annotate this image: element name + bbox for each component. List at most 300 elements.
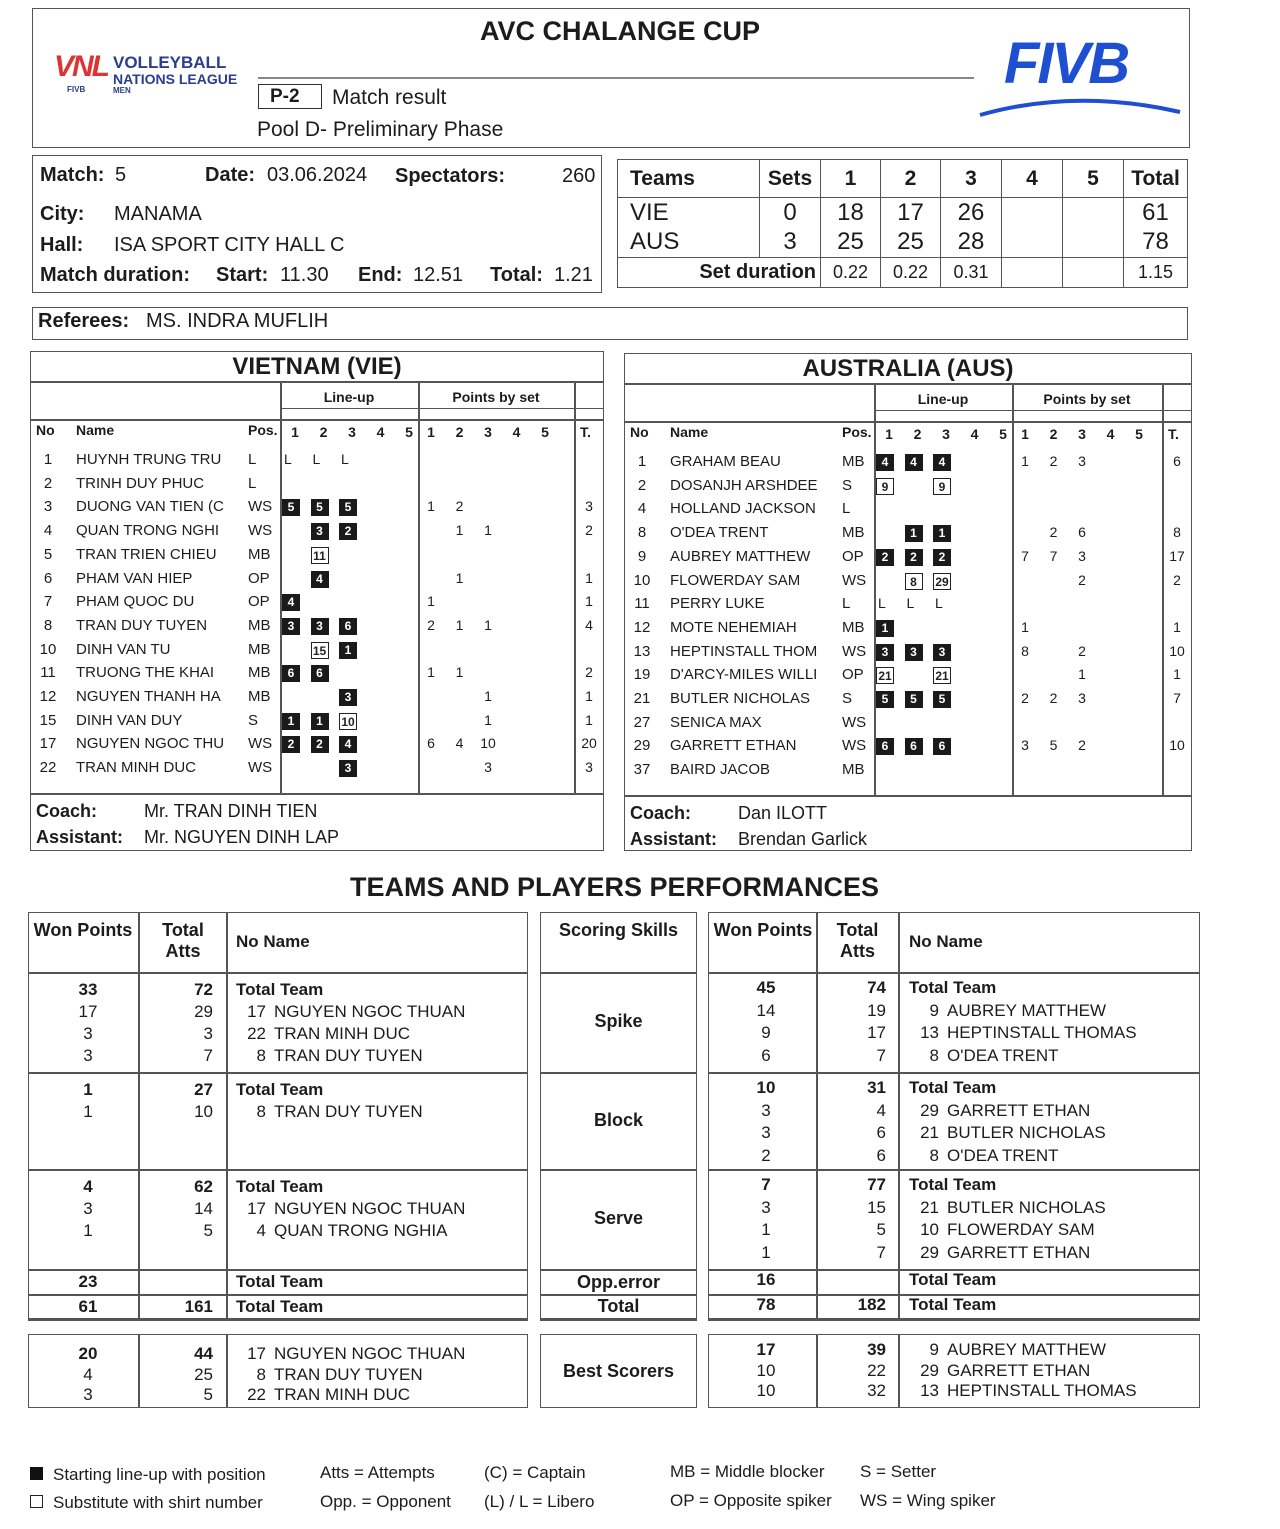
player-position: MB [842, 524, 865, 542]
perf-rule [540, 1269, 697, 1271]
legend-captain: (C) = Captain [484, 1463, 586, 1482]
set-duration-cell: 0.22 [881, 258, 941, 288]
won-points: 3 [83, 1199, 93, 1218]
player-full-name: BUTLER NICHOLAS [947, 1197, 1106, 1217]
best-vline [898, 1334, 900, 1408]
document-code: P-2 [270, 86, 300, 107]
substitute-shirt: 11 [311, 547, 329, 564]
won-points: 1 [761, 1242, 771, 1262]
city-value: MANAMA [114, 203, 202, 225]
player-position: S [842, 690, 853, 707]
best-scorers-label: Best Scorers [562, 1361, 675, 1381]
perf-rule [28, 1269, 528, 1271]
col-points-set: 5 [541, 424, 549, 440]
player-name: FLOWERDAY SAM [670, 571, 801, 589]
set-points: 1 [427, 664, 435, 681]
player-shirt-number: 13 [920, 1023, 939, 1042]
set-points: 1 [484, 522, 492, 539]
player-full-name: AUBREY MATTHEW [947, 1340, 1106, 1359]
player-shirt-number: 8 [929, 1145, 939, 1165]
starting-position: 4 [282, 594, 300, 611]
total-aus-name: Total Team [909, 1295, 997, 1314]
player-name: DUONG VAN TIEN (C [76, 498, 224, 516]
starting-position: 3 [339, 760, 357, 777]
assistant-label: Assistant: [36, 827, 124, 847]
set-points: 2 [1078, 642, 1086, 659]
perf-rule [28, 972, 528, 974]
score-header-set2: 2 [881, 160, 941, 198]
player-total-points: 3 [585, 498, 593, 515]
player-name: BUTLER NICHOLAS [670, 690, 811, 707]
player-number: 4 [637, 500, 647, 518]
won-points: 4 [83, 1364, 93, 1384]
player-number: 17 [39, 735, 57, 753]
player-name: PERRY LUKE [670, 595, 765, 613]
starting-position: 3 [339, 689, 357, 706]
document-title: AVC CHALANGE CUP [480, 16, 761, 46]
score-cell: 25 [821, 228, 881, 258]
set-points: 10 [480, 735, 496, 752]
opp-error-vie-won: 23 [78, 1272, 98, 1291]
won-points: 10 [756, 1360, 776, 1380]
won-points: 3 [761, 1123, 771, 1142]
score-cell [1002, 198, 1063, 228]
player-name: NGUYEN THANH HA [76, 688, 221, 705]
player-number: 4 [43, 522, 53, 540]
won-points: 3 [83, 1046, 93, 1065]
total-atts: 14 [194, 1199, 213, 1218]
total-atts: 7 [876, 1045, 886, 1065]
roster-rule [30, 419, 604, 421]
player-position: WS [842, 571, 867, 589]
col-points-set: 5 [1135, 426, 1143, 442]
player-position: WS [248, 759, 273, 777]
player-full-name: NGUYEN NGOC THUAN [274, 1344, 466, 1363]
col-points-set: 2 [455, 424, 464, 440]
score-header-set4: 4 [1002, 160, 1063, 198]
spectators-label: Spectators: [395, 165, 506, 187]
legend-substitute: Substitute with shirt number [53, 1493, 263, 1512]
player-position: WS [842, 737, 867, 755]
player-position: MB [248, 688, 271, 705]
phase: Pool D- Preliminary Phase [257, 118, 504, 141]
player-name: PHAM VAN HIEP [76, 569, 193, 587]
player-name: QUAN TRONG NGHI [76, 522, 220, 540]
set-points: 1 [484, 688, 492, 704]
roster-vline [418, 381, 420, 793]
player-shirt-number: 9 [929, 1340, 939, 1359]
player-full-name: TRAN MINH DUC [274, 1024, 410, 1043]
substitute-shirt: 15 [311, 642, 329, 659]
player-full-name: O'DEA TRENT [947, 1145, 1059, 1165]
starting-position: 3 [876, 644, 894, 661]
set-points: 6 [427, 735, 435, 752]
match-value: 5 [115, 164, 127, 186]
set-points: 7 [1049, 547, 1058, 564]
col-points-set: 3 [1078, 426, 1086, 442]
total-vie-atts: 161 [184, 1297, 213, 1316]
total-atts: 3 [203, 1024, 213, 1043]
city-label: City: [40, 203, 85, 225]
substitute-shirt: 9 [933, 478, 951, 495]
player-number: 10 [39, 640, 57, 658]
player-number: 3 [43, 498, 53, 516]
player-position: WS [842, 642, 867, 660]
score-header-set3: 3 [941, 160, 1002, 198]
score-team-aus: AUS [618, 228, 760, 258]
set-points: 1 [455, 569, 464, 586]
player-name: TRAN DUY TUYEN [76, 616, 208, 634]
total-value: 1.21 [554, 264, 593, 286]
player-number: 9 [637, 547, 647, 565]
assistant-name: Brendan Garlick [738, 829, 868, 849]
set-points: 1 [455, 664, 464, 681]
player-full-name: HEPTINSTALL THOMAS [947, 1023, 1137, 1042]
total-atts: 29 [194, 1002, 213, 1021]
set-duration-row [618, 258, 1188, 288]
set-points: 2 [1078, 571, 1086, 588]
set-duration-total: 1.15 [1124, 258, 1188, 288]
total-atts: 17 [867, 1023, 886, 1042]
coach-label: Coach: [630, 803, 692, 823]
player-full-name: GARRETT ETHAN [947, 1100, 1091, 1120]
set-points: 3 [1078, 547, 1086, 564]
starting-position: 1 [933, 525, 951, 542]
set-points: 1 [427, 593, 435, 610]
col-points-set: 3 [484, 424, 492, 440]
starting-position: 5 [876, 691, 894, 708]
won-points: 1 [83, 1102, 93, 1121]
set-points: 3 [484, 759, 492, 776]
substitute-shirt: 10 [339, 713, 357, 730]
starting-position: 1 [905, 525, 923, 542]
starting-position: 2 [876, 549, 894, 566]
set-duration-cell: 0.22 [821, 258, 881, 288]
player-position: WS [248, 735, 273, 753]
referees-value: MS. INDRA MUFLIH [146, 310, 329, 332]
set-points: 5 [1049, 737, 1058, 754]
set-points: 1 [484, 711, 492, 728]
player-number: 1 [43, 451, 53, 468]
starting-position: 3 [933, 644, 951, 661]
set-points: 7 [1021, 547, 1029, 564]
set-points: 1 [427, 498, 435, 515]
points-header: Points by set [452, 389, 540, 405]
perf-rule [540, 972, 697, 974]
lineup-libero: L [284, 451, 292, 467]
starting-position: 3 [311, 523, 329, 540]
score-row-vie [618, 198, 1188, 228]
player-total-points: 10 [1169, 737, 1185, 754]
player-position: L [248, 451, 257, 468]
team-total-name: Total Team [909, 1078, 997, 1097]
score-cell: 0 [760, 198, 821, 228]
skill-spike: Spike [594, 1011, 643, 1031]
roster-title-aus: AUSTRALIA (AUS) [802, 355, 1014, 382]
duration-label: Match duration: [40, 264, 190, 286]
col-lineup-set: 4 [376, 424, 385, 440]
assistant-label: Assistant: [630, 829, 718, 849]
team-total-name: Total Team [236, 1177, 324, 1196]
score-header-total: Total [1124, 160, 1188, 198]
col-points-set: 1 [1021, 426, 1029, 442]
best-vline [226, 1334, 228, 1408]
total-atts: 31 [867, 1078, 886, 1097]
player-position: OP [842, 547, 864, 565]
performance-title: TEAMS AND PLAYERS PERFORMANCES [350, 872, 880, 902]
player-name: AUBREY MATTHEW [670, 547, 811, 565]
legend-mb: MB = Middle blocker [670, 1462, 825, 1481]
player-number: 8 [43, 616, 53, 634]
opp-error-aus-won: 16 [756, 1270, 776, 1289]
won-points: 14 [756, 1000, 776, 1020]
starting-position: 5 [933, 691, 951, 708]
col-points-set: 4 [512, 424, 521, 440]
assistant-name: Mr. NGUYEN DINH LAP [144, 827, 340, 847]
player-name: BAIRD JACOB [670, 761, 771, 779]
player-number: 1 [637, 453, 647, 470]
total-label: Total [597, 1296, 640, 1316]
opp-error-aus-name: Total Team [909, 1270, 997, 1289]
set-points: 1 [455, 616, 464, 633]
starting-position: 4 [933, 454, 951, 471]
perf-rule [28, 1319, 528, 1321]
roster-vline [574, 381, 576, 793]
player-full-name: FLOWERDAY SAM [947, 1220, 1095, 1239]
perf-rule [708, 1072, 1200, 1074]
total-vie-name: Total Team [236, 1297, 324, 1316]
skill-serve: Serve [593, 1208, 644, 1228]
starting-position: 4 [876, 454, 894, 471]
substitute-shirt: 8 [905, 573, 923, 590]
player-name: SENICA MAX [670, 713, 762, 731]
perf-rule [540, 1072, 697, 1074]
set-points: 2 [1049, 524, 1058, 541]
won-points: 3 [761, 1100, 771, 1120]
col-pos: Pos. [842, 424, 872, 440]
player-position: WS [248, 498, 273, 516]
player-shirt-number: 9 [929, 1000, 939, 1020]
player-number: 7 [43, 593, 53, 611]
player-name: DOSANJH ARSHDEE [670, 476, 818, 494]
player-number: 13 [633, 642, 651, 660]
starting-position: 2 [311, 736, 329, 753]
set-points: 2 [1049, 453, 1058, 469]
score-cell: 61 [1124, 198, 1188, 228]
player-total-points: 1 [1173, 618, 1181, 635]
total-atts: 19 [867, 1000, 886, 1020]
col-no-name-aus: No Name [909, 932, 983, 951]
col-total-atts-aus: Total Atts [836, 920, 879, 961]
roster-rule [280, 408, 604, 409]
player-total-points: 2 [585, 664, 593, 681]
total-label: Total: [490, 264, 543, 286]
perf-rule [540, 1319, 697, 1321]
fivb-swoosh-icon [975, 90, 1185, 120]
lineup-libero: L [878, 595, 886, 612]
player-number: 22 [39, 759, 57, 777]
spectators-value: 260 [562, 165, 596, 187]
player-position: MB [842, 453, 865, 470]
won-points: 20 [78, 1344, 98, 1363]
player-total-points: 3 [585, 759, 593, 776]
player-number: 21 [633, 690, 651, 707]
score-header-set5: 5 [1063, 160, 1124, 198]
col-name: Name [670, 424, 709, 440]
player-total-points: 4 [585, 616, 593, 633]
perf-rule [540, 1169, 697, 1171]
player-full-name: HEPTINSTALL THOMAS [947, 1381, 1137, 1400]
player-number: 15 [39, 711, 57, 729]
set-points: 1 [1021, 618, 1029, 635]
player-name: DINH VAN DUY [76, 711, 183, 729]
roster-vline [280, 381, 282, 793]
score-header-set1: 1 [821, 160, 881, 198]
player-position: MB [248, 664, 271, 682]
player-name: PHAM QUOC DU [76, 593, 195, 611]
vnl-logo: VNL [54, 50, 108, 83]
score-cell: 17 [881, 198, 941, 228]
total-atts: 32 [867, 1381, 886, 1400]
opp-error-label: Opp.error [576, 1272, 660, 1292]
col-lineup-set: 4 [970, 426, 979, 442]
roster-rule [624, 421, 1192, 423]
total-atts: 44 [194, 1344, 213, 1363]
starting-position: 2 [933, 549, 951, 566]
won-points: 1 [83, 1080, 93, 1099]
player-position: OP [842, 666, 864, 684]
perf-rule [708, 1319, 1200, 1321]
player-number: 29 [633, 737, 651, 755]
player-position: MB [842, 618, 865, 636]
starting-position: 1 [311, 713, 329, 730]
total-atts: 15 [867, 1197, 886, 1217]
total-atts: 7 [876, 1242, 886, 1262]
player-total-points: 1 [585, 593, 593, 610]
player-number: 11 [634, 595, 650, 613]
team-total-name: Total Team [909, 978, 997, 997]
starting-position: 5 [282, 499, 300, 516]
roster-rule [624, 795, 1192, 797]
player-shirt-number: 22 [247, 1024, 266, 1043]
perf-vline [898, 912, 900, 1319]
team-total-name: Total Team [909, 1175, 997, 1194]
hall-value: ISA SPORT CITY HALL C [114, 234, 345, 256]
substitute-shirt: 21 [933, 667, 951, 684]
score-row-aus [618, 228, 1188, 258]
total-vie-won: 61 [78, 1297, 98, 1316]
player-number: 12 [633, 618, 651, 636]
col-lineup-set: 2 [319, 424, 328, 440]
player-shirt-number: 29 [920, 1100, 939, 1120]
roster-rule [30, 381, 604, 383]
player-total-points: 1 [585, 688, 593, 704]
col-lineup-set: 1 [885, 426, 893, 442]
set-points: 8 [1021, 642, 1029, 659]
won-points: 1 [83, 1221, 93, 1240]
set-points: 2 [1021, 690, 1029, 706]
starting-position: 1 [339, 642, 357, 659]
player-total-points: 1 [585, 711, 593, 728]
starting-position: 2 [339, 523, 357, 540]
player-name: O'DEA TRENT [670, 524, 769, 542]
document-type: Match result [332, 86, 447, 109]
player-total-points: 20 [581, 735, 597, 752]
player-name: GARRETT ETHAN [670, 737, 797, 755]
set-points: 2 [1049, 690, 1058, 706]
won-points: 4 [83, 1177, 93, 1196]
player-number: 6 [43, 569, 53, 587]
player-total-points: 6 [1173, 453, 1181, 469]
total-atts: 22 [867, 1360, 886, 1380]
player-name: HOLLAND JACKSON [670, 500, 816, 518]
score-header-sets: Sets [760, 160, 821, 198]
skill-block: Block [593, 1109, 644, 1130]
player-number: 12 [39, 688, 57, 705]
starting-position: 3 [282, 618, 300, 635]
starting-position: 6 [905, 738, 923, 755]
player-shirt-number: 4 [256, 1221, 266, 1240]
player-name: TRAN TRIEN CHIEU [76, 545, 217, 563]
score-cell [1063, 198, 1124, 228]
set-points: 2 [1078, 737, 1086, 754]
player-shirt-number: 8 [256, 1046, 266, 1065]
total-atts: 7 [203, 1046, 213, 1065]
player-number: 2 [637, 476, 647, 494]
player-full-name: NGUYEN NGOC THUAN [274, 1002, 466, 1021]
col-lineup-set: 2 [913, 426, 922, 442]
vnl-men: MEN [113, 86, 131, 95]
starting-position: 6 [876, 738, 894, 755]
player-number: 2 [43, 474, 53, 492]
score-table [617, 159, 1188, 288]
col-total-atts-vie: Total Atts [162, 920, 204, 961]
player-full-name: AUBREY MATTHEW [947, 1000, 1106, 1020]
player-position: WS [842, 713, 867, 731]
starting-position: 1 [282, 713, 300, 730]
player-full-name: TRAN DUY TUYEN [274, 1046, 423, 1065]
won-points: 9 [761, 1023, 771, 1042]
player-total-points: 2 [1173, 571, 1181, 588]
starting-position: 4 [905, 454, 923, 471]
starting-position: 6 [339, 618, 357, 635]
player-position: MB [248, 616, 271, 634]
set-points: 1 [1021, 453, 1029, 469]
roster-title-vie: VIETNAM (VIE) [232, 353, 402, 380]
set-points: 1 [484, 616, 492, 633]
score-cell: 3 [760, 228, 821, 258]
player-number: 27 [633, 713, 651, 731]
won-points: 2 [761, 1145, 771, 1165]
legend-ws: WS = Wing spiker [860, 1491, 996, 1510]
starting-position: 6 [282, 665, 300, 682]
set-duration-cell [1002, 258, 1063, 288]
set-points: 3 [1021, 737, 1029, 754]
player-name: HUYNH TRUNG TRU [76, 451, 222, 468]
player-position: MB [248, 545, 271, 563]
player-number: 5 [43, 545, 53, 563]
won-points: 10 [756, 1381, 776, 1400]
match-label: Match: [40, 164, 105, 186]
player-shirt-number: 29 [920, 1242, 939, 1262]
player-total-points: 17 [1169, 547, 1185, 564]
total-atts: 39 [867, 1340, 886, 1359]
player-full-name: GARRETT ETHAN [947, 1360, 1091, 1380]
set-points: 2 [427, 616, 435, 633]
col-lineup-set: 5 [999, 426, 1007, 442]
starting-position: 5 [339, 499, 357, 516]
player-shirt-number: 8 [929, 1045, 939, 1065]
